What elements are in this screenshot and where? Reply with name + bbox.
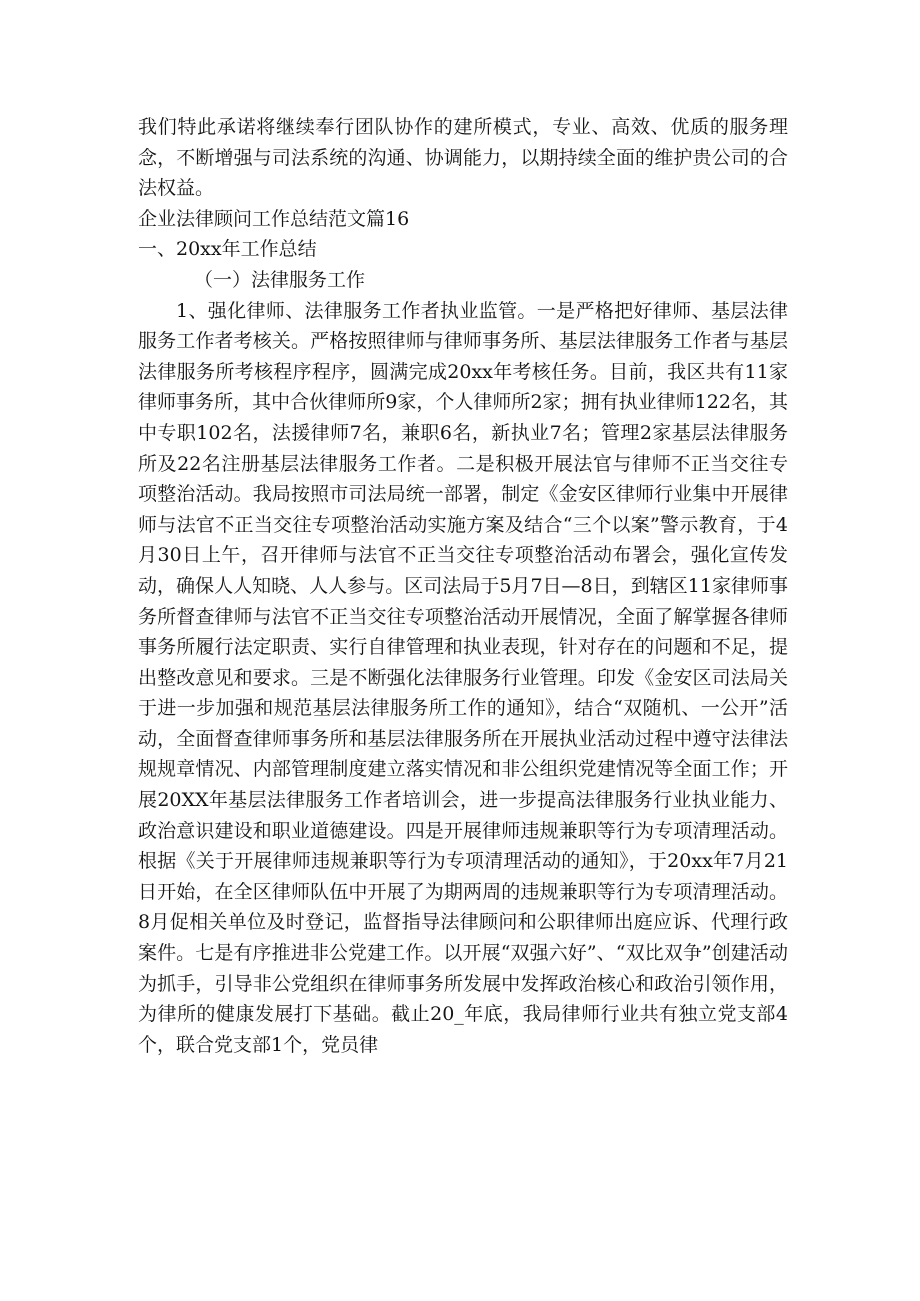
document-title: 企业法律顾问工作总结范文篇16 <box>138 207 410 230</box>
section-heading: 一、20xx年工作总结 <box>138 238 317 261</box>
document-body <box>138 112 788 1060</box>
body-paragraph: 1、强化律师、法律服务工作者执业监管。一是严格把好律师、基层法律服务工作者考核关。严格按照律师与律师事务所、基层法律服务工作者与基层法律服务所考核程序程序，圆满完成20xx年考核任务。目前，我区共有11家律师事务所，其中合伙律师所9家，个人律师所2家；拥有执业律师122名，其中专职102名，法援律师7名，兼职6名，新执业7名；管理2家基层法律服务所及22名注册基层法律服务工作者。二是积极开展法官与律师不正当交往专项整治活动。我局按照市司法局统一部署，制定《金安区律师行业集中开展律师与法官不正当交往专项整治活动实施方案及结合“三个以案”警示教育，于4月30日上午，召开律师与法官不正当交往专项整治活动布署会，强化宣传发动，确保人人知晓、人人参与。区司法局于5月7日—8日，到辖区11家律师事务所督查律师与法官不正当交往专项整治活动开展情况，全面了解掌握各律师事务所履行法定职责、实行自律管理和执业表现，针对存在的问题和不足，提出整改意见和要求。三是不断强化法律服务行业管理。印发《金安区司法局关于进一步加强和规范基层法律服务所工作的通知》，结合“双随机、一公开”活动，全面督查律师事务所和基层法律服务所在开展执业活动过程中遵守法律法规规章情况、内部管理制度建立落实情况和非公组织党建情况等全面工作；开展20XX年基层法律服务工作者培训会，进一步提高法律服务行业执业能力、政治意识建设和职业道德建设。四是开展律师违规兼职等行为专项清理活动。根据《关于开展律师违规兼职等行为专项清理活动的通知》，于20xx年7月21日开始，在全区律师队伍中开展了为期两周的违规兼职等行为专项清理活动。8月促相关单位及时登记，监督指导法律顾问和公职律师出庭应诉、代理行政案件。七是有序推进非公党建工作。以开展“双强六好”、“双比双争”创建活动为抓手，引导非公党组织在律师事务所发展中发挥政治核心和政治引领作用，为律所的健康发展打下基础。截止20_年底，我局律师行业共有独立党支部4个，联合党支部1个，党员律 <box>138 299 788 1056</box>
closing-paragraph: 我们特此承诺将继续奉行团队协作的建所模式，专业、高效、优质的服务理念，不断增强与司法系统的沟通、协调能力，以期持续全面的维护贵公司的合法权益。 <box>138 116 788 200</box>
subsection-heading: （一）法律服务工作 <box>194 268 366 291</box>
